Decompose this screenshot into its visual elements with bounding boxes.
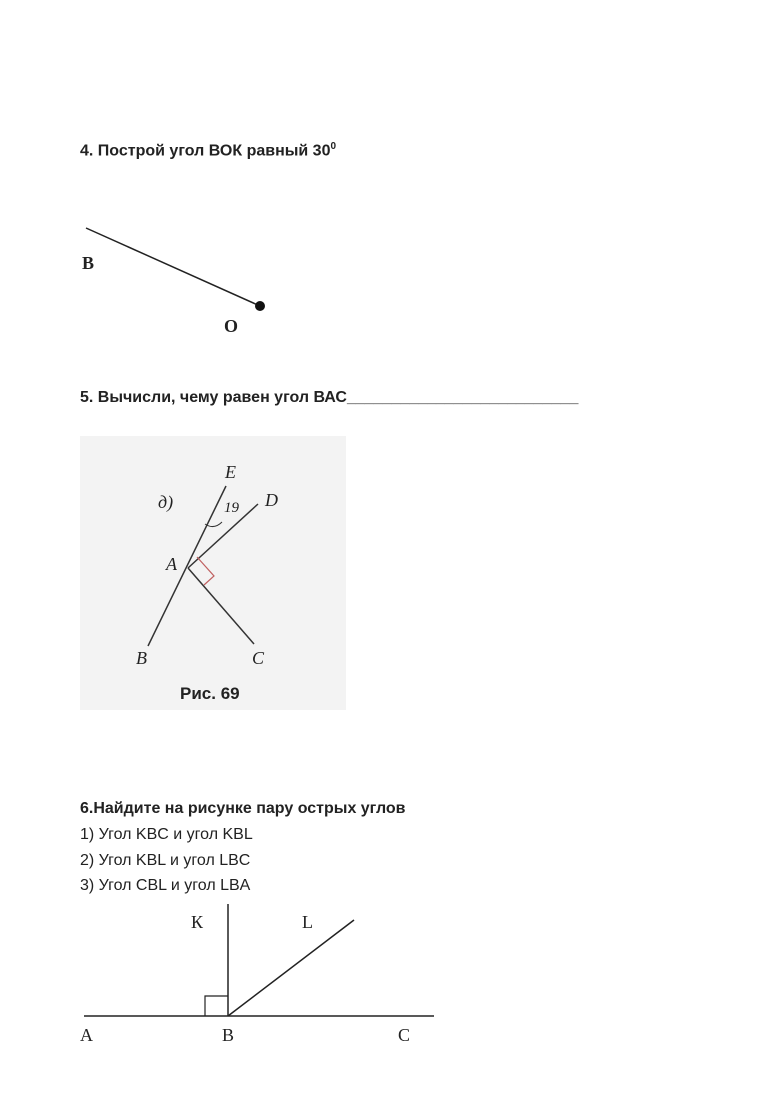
option-2[interactable]: 2) Угол KBL и угол LBC [80,852,251,869]
label-a: A [166,554,177,574]
label-e: E [225,462,236,482]
task6-title: 6.Найдите на рисунке пару острых углов [80,800,406,817]
ray-bl [228,920,354,1016]
label-l: L [302,912,313,932]
option-1[interactable]: 1) Угол KBC и угол KBL [80,826,253,843]
task4-title: 4. Построй угол ВОК равный $30^0$ [80,141,337,160]
label-c: C [252,648,265,668]
label-o: О [224,316,239,336]
label-b: B [136,648,147,668]
option-3[interactable]: 3) Угол CBL и угол LBA [80,877,251,894]
label-k: К [191,912,204,932]
label-d: D [265,490,278,510]
label-c: С [398,1025,411,1045]
label-b: В [222,1025,235,1045]
figure-caption: Рис. 69 [180,684,240,703]
label-a: А [80,1025,93,1045]
answer-blank[interactable]: __________________________ [346,389,579,406]
angle-value: 19 [224,500,239,516]
right-angle-mark [205,996,228,1016]
label-b: В [82,253,95,273]
task5-title: 5. Вычисли, чему равен угол ВАС__________________________ [80,389,579,406]
variant-label: д) [158,492,174,512]
